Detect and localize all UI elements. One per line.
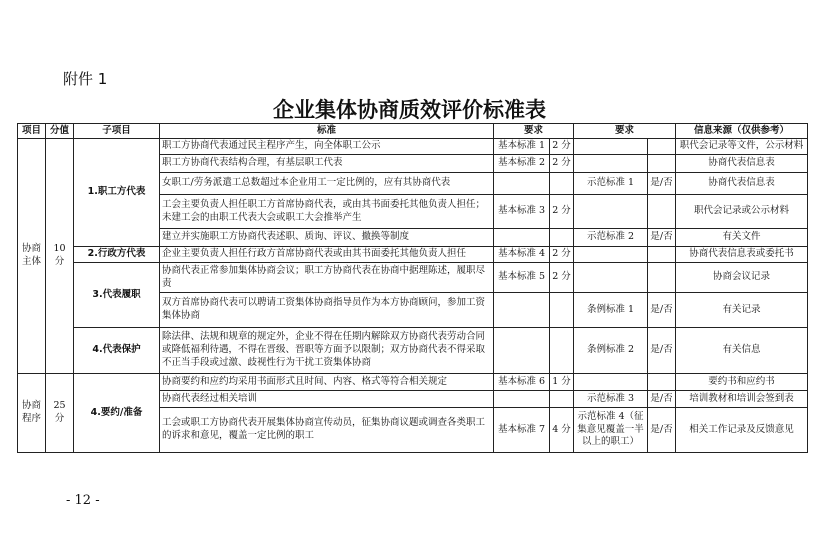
demo-flag bbox=[648, 195, 676, 229]
header-requirement-demo: 要求 bbox=[574, 124, 676, 139]
info-source: 相关工作记录及反馈意见 bbox=[676, 408, 808, 453]
info-source: 有关记录 bbox=[676, 293, 808, 328]
group-subject-label: 协商主体 bbox=[18, 139, 46, 374]
attachment-label: 附件 1 bbox=[63, 70, 108, 88]
basic-score: 2 分 bbox=[550, 139, 574, 155]
info-source: 职代会记录等文件，公示材料 bbox=[676, 139, 808, 155]
demo-flag: 是/否 bbox=[648, 173, 676, 195]
basic-score: 1 分 bbox=[550, 374, 574, 391]
basic-standard: 基本标准 6 bbox=[494, 374, 550, 391]
demo-flag bbox=[648, 263, 676, 293]
demo-standard: 示范标准 3 bbox=[574, 391, 648, 408]
basic-standard: 基本标准 5 bbox=[494, 263, 550, 293]
standard-text: 协商代表经过相关培训 bbox=[160, 391, 494, 408]
demo-standard bbox=[574, 195, 648, 229]
standard-text: 除法律、法规和规章的规定外，企业不得在任期内解除双方协商代表劳动合同或降低福利待遇，不得在晋级、晋职等方面予以限制；双方协商代表不得采取不正当手段或过激、歧视性行为干扰工资集体协商 bbox=[160, 328, 494, 374]
demo-flag: 是/否 bbox=[648, 229, 676, 247]
evaluation-table bbox=[17, 123, 808, 453]
header-row bbox=[18, 124, 808, 139]
basic-score bbox=[550, 391, 574, 408]
standard-text: 工会主要负责人担任职工方首席协商代表，或由其书面委托其他负责人担任；未建工会的由职工代表大会或职工大会推举产生 bbox=[160, 195, 494, 229]
demo-flag: 是/否 bbox=[648, 328, 676, 374]
basic-standard: 基本标准 7 bbox=[494, 408, 550, 453]
basic-score: 2 分 bbox=[550, 263, 574, 293]
demo-flag: 是/否 bbox=[648, 293, 676, 328]
demo-standard: 条例标准 1 bbox=[574, 293, 648, 328]
basic-standard bbox=[494, 391, 550, 408]
basic-score: 2 分 bbox=[550, 155, 574, 173]
info-source: 有关文件 bbox=[676, 229, 808, 247]
table-row bbox=[18, 328, 808, 374]
header-source: 信息来源（仅供参考） bbox=[676, 124, 808, 139]
standard-text: 协商要约和应约均采用书面形式且时间、内容、格式等符合相关规定 bbox=[160, 374, 494, 391]
basic-score bbox=[550, 293, 574, 328]
demo-standard: 条例标准 2 bbox=[574, 328, 648, 374]
standard-text: 工会或职工方协商代表开展集体协商宣传动员，征集协商议题或调查各类职工的诉求和意见，覆盖一定比例的职工 bbox=[160, 408, 494, 453]
standard-text: 双方首席协商代表可以聘请工资集体协商指导员作为本方协商顾问，参加工资集体协商 bbox=[160, 293, 494, 328]
info-source: 职代会记录或公示材料 bbox=[676, 195, 808, 229]
table-row bbox=[18, 247, 808, 263]
group-procedure-label: 协商程序 bbox=[18, 374, 46, 453]
header-requirement-basic: 要求 bbox=[494, 124, 574, 139]
demo-flag bbox=[648, 139, 676, 155]
header-project: 项目 bbox=[18, 124, 46, 139]
info-source: 培训教材和培训会签到表 bbox=[676, 391, 808, 408]
basic-standard bbox=[494, 173, 550, 195]
demo-flag: 是/否 bbox=[648, 391, 676, 408]
info-source: 有关信息 bbox=[676, 328, 808, 374]
demo-flag bbox=[648, 374, 676, 391]
demo-standard bbox=[574, 139, 648, 155]
basic-standard: 基本标准 3 bbox=[494, 195, 550, 229]
basic-standard bbox=[494, 328, 550, 374]
info-source: 协商代表信息表 bbox=[676, 155, 808, 173]
basic-standard bbox=[494, 293, 550, 328]
demo-standard bbox=[574, 155, 648, 173]
basic-score: 2 分 bbox=[550, 195, 574, 229]
standard-text: 协商代表正常参加集体协商会议；职工方协商代表在协商中据理陈述，履职尽责 bbox=[160, 263, 494, 293]
group-subject-score: 10 分 bbox=[46, 139, 74, 374]
page-number: - 12 - bbox=[66, 493, 100, 508]
basic-standard bbox=[494, 229, 550, 247]
subitem-employer-rep: 2.行政方代表 bbox=[74, 247, 160, 263]
demo-standard: 示范标准 2 bbox=[574, 229, 648, 247]
header-score: 分值 bbox=[46, 124, 74, 139]
demo-flag bbox=[648, 247, 676, 263]
table-row bbox=[18, 374, 808, 391]
demo-flag bbox=[648, 155, 676, 173]
table-row bbox=[18, 263, 808, 293]
basic-standard: 基本标准 4 bbox=[494, 247, 550, 263]
header-standard: 标准 bbox=[160, 124, 494, 139]
info-source: 协商会议记录 bbox=[676, 263, 808, 293]
standard-text: 职工方协商代表结构合理，有基层职工代表 bbox=[160, 155, 494, 173]
table-row bbox=[18, 139, 808, 155]
subitem-invite: 4.要约/准备 bbox=[74, 374, 160, 453]
header-subitem: 子项目 bbox=[74, 124, 160, 139]
subitem-rep-protect: 4.代表保护 bbox=[74, 328, 160, 374]
basic-standard: 基本标准 2 bbox=[494, 155, 550, 173]
page-title: 企业集体协商质效评价标准表 bbox=[273, 98, 546, 122]
basic-score bbox=[550, 328, 574, 374]
basic-score: 4 分 bbox=[550, 408, 574, 453]
standard-text: 女职工/劳务派遣工总数超过本企业用工一定比例的，应有其协商代表 bbox=[160, 173, 494, 195]
info-source: 协商代表信息表或委托书 bbox=[676, 247, 808, 263]
standard-text: 职工方协商代表通过民主程序产生，向全体职工公示 bbox=[160, 139, 494, 155]
group-procedure-score: 25 分 bbox=[46, 374, 74, 453]
basic-score: 2 分 bbox=[550, 247, 574, 263]
info-source: 要约书和应约书 bbox=[676, 374, 808, 391]
demo-standard bbox=[574, 374, 648, 391]
demo-standard: 示范标准 1 bbox=[574, 173, 648, 195]
demo-flag: 是/否 bbox=[648, 408, 676, 453]
basic-score bbox=[550, 229, 574, 247]
demo-standard: 示范标准 4（征集意见覆盖一半以上的职工） bbox=[574, 408, 648, 453]
subitem-worker-rep: 1.职工方代表 bbox=[74, 139, 160, 247]
subitem-rep-duty: 3.代表履职 bbox=[74, 263, 160, 328]
standard-text: 企业主要负责人担任行政方首席协商代表或由其书面委托其他负责人担任 bbox=[160, 247, 494, 263]
standard-text: 建立并实施职工方协商代表述职、质询、评议、撤换等制度 bbox=[160, 229, 494, 247]
demo-standard bbox=[574, 247, 648, 263]
info-source: 协商代表信息表 bbox=[676, 173, 808, 195]
basic-standard: 基本标准 1 bbox=[494, 139, 550, 155]
demo-standard bbox=[574, 263, 648, 293]
basic-score bbox=[550, 173, 574, 195]
